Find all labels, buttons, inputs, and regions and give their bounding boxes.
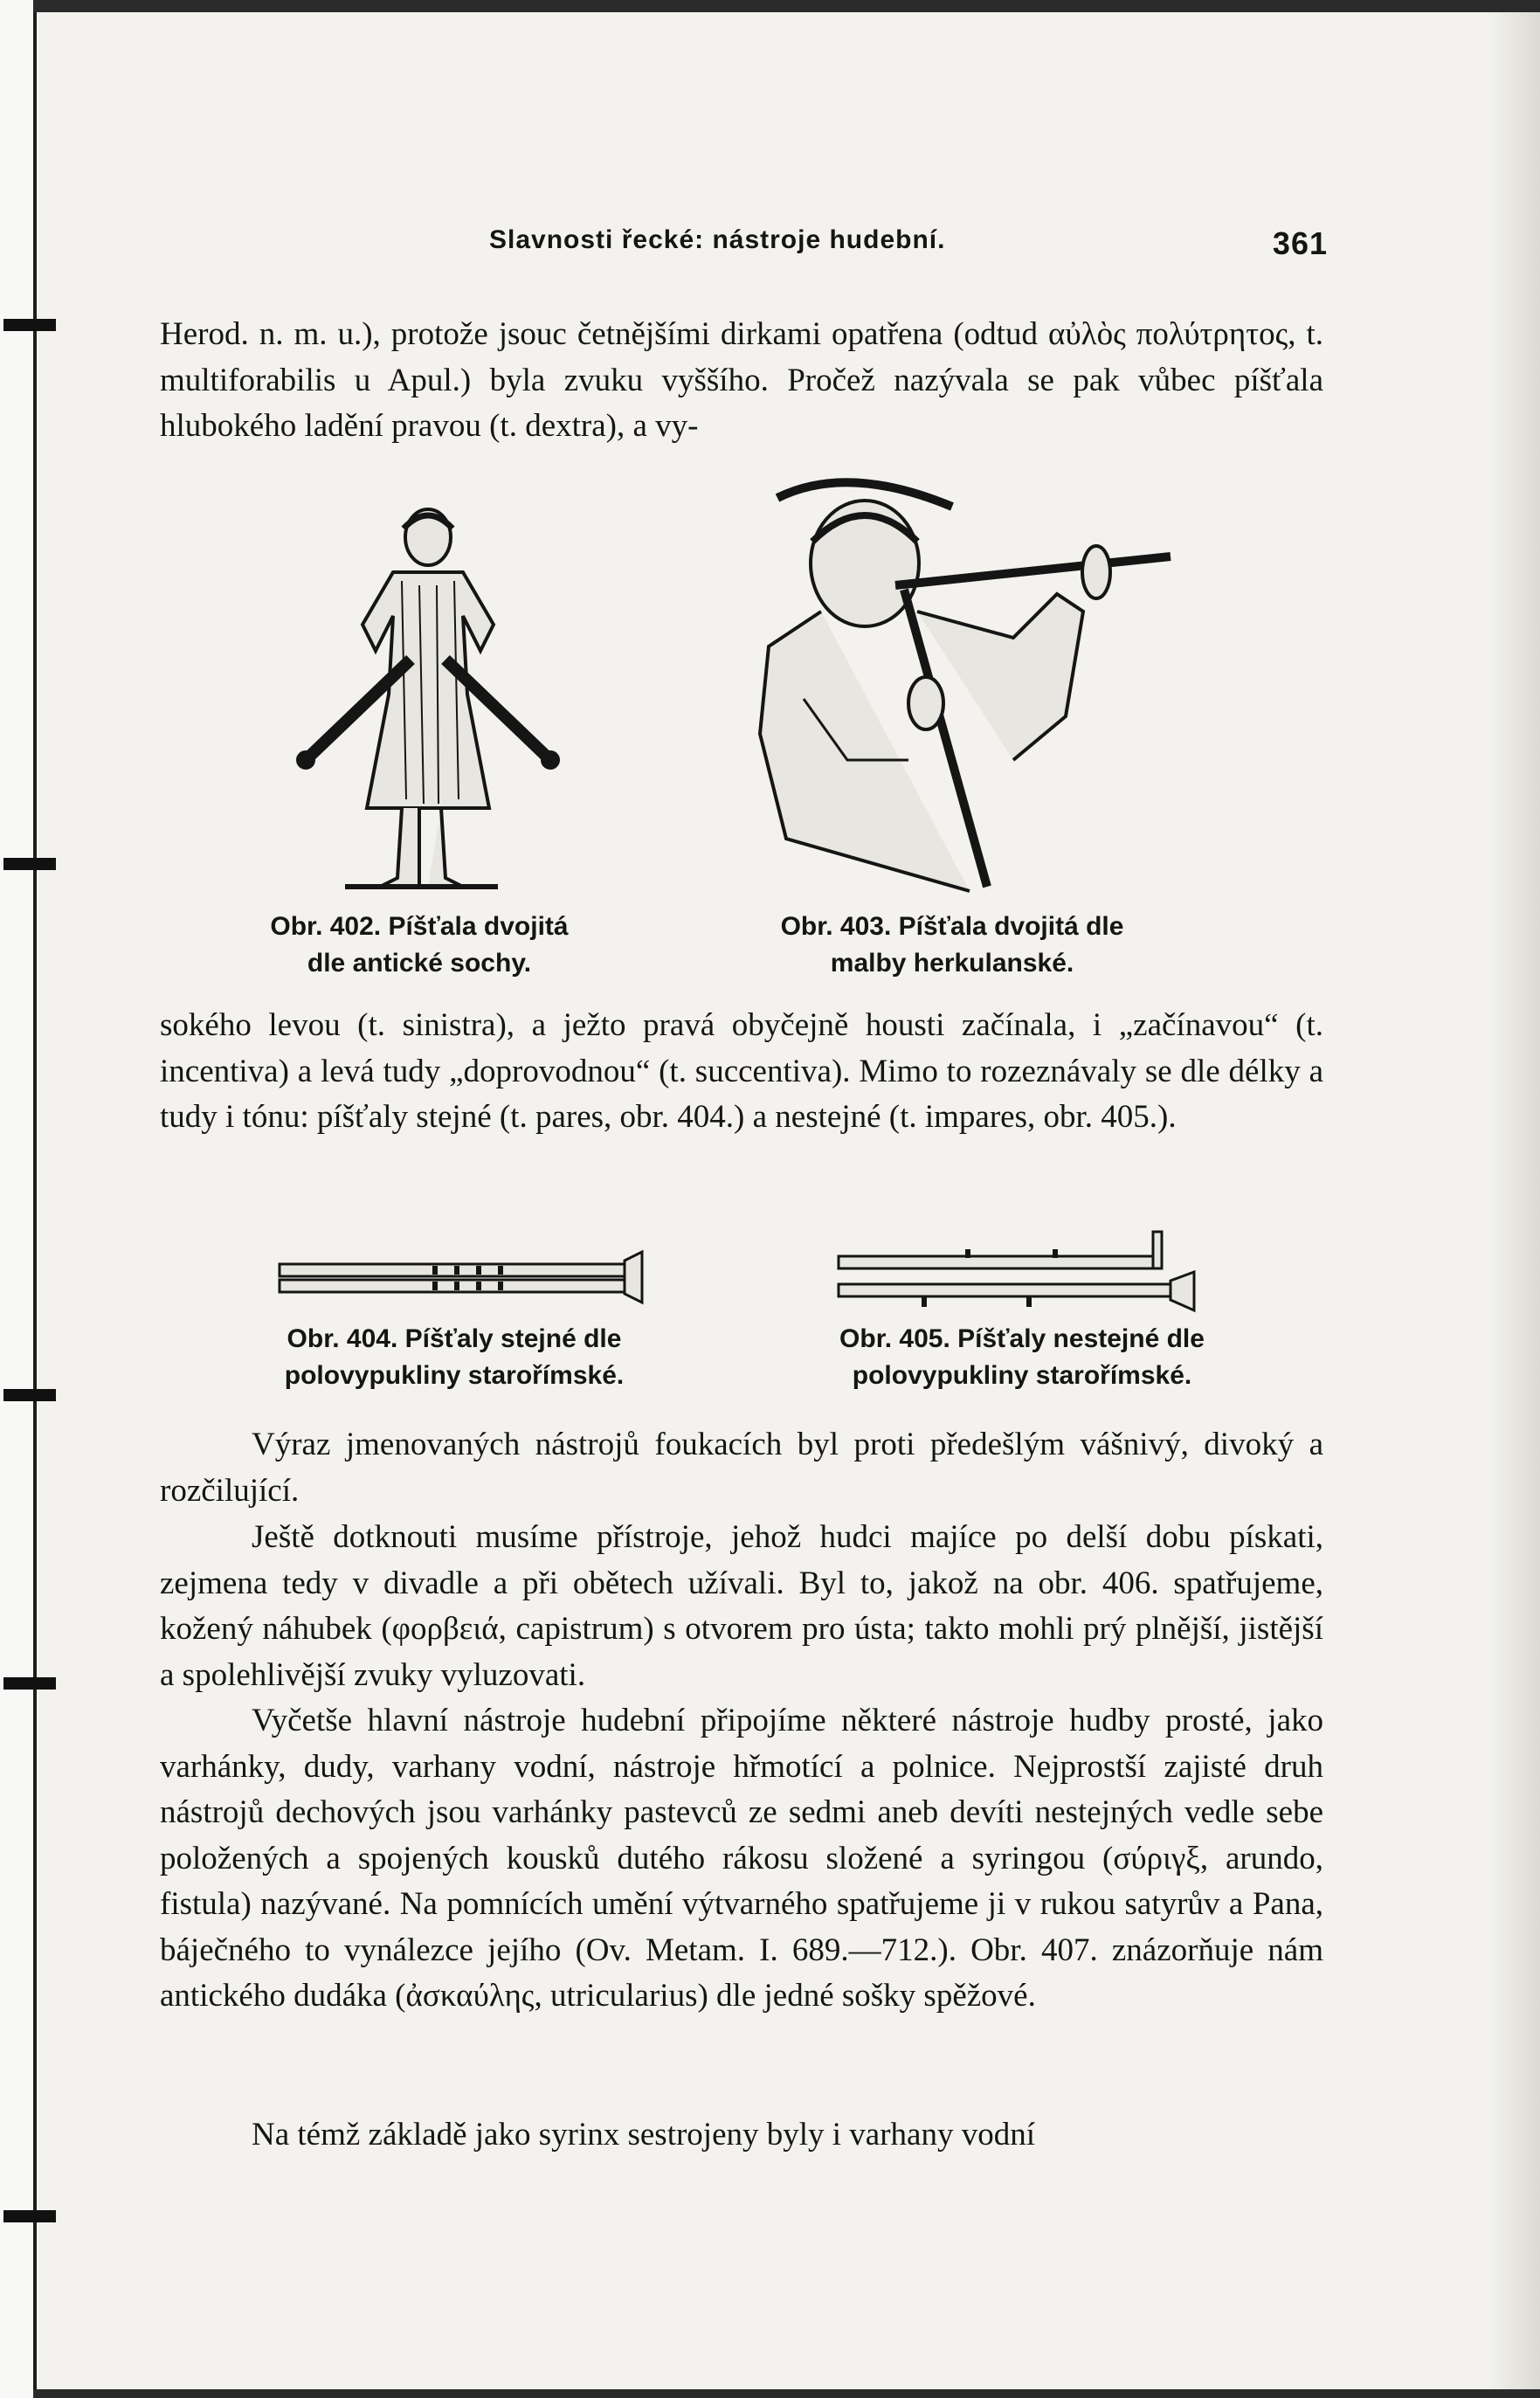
binding-mark (3, 858, 56, 870)
running-header (489, 225, 1328, 269)
caption-line: polovypukliny starořímské. (852, 1361, 1192, 1390)
page-number: 361 (1272, 225, 1328, 261)
caption-line: Obr. 403. Píšťala dvojitá dle (780, 912, 1124, 941)
figure-405-illustration (834, 1223, 1210, 1319)
binding-mark (3, 1389, 56, 1401)
paragraph-1: Herod. n. m. u.), protože jsouc četnějšími dirkami opatřena (odtud αὐλὸς πολύτρητος, t. multiforabilis u Apul.) byla zvuku vyššího. Pročež nazývala se pak vůbec píšťala hlubokého ladění pravou (t. dextra), a vy- (160, 316, 1323, 444)
top-page-border (33, 0, 1540, 12)
figure-402-illustration (288, 502, 585, 904)
binding-mark (3, 319, 56, 331)
paragraph-6: Na témž základě jako syrinx sestrojeny byly i varhany vodní (252, 2117, 1035, 2153)
figure-404-caption (236, 1321, 673, 1394)
caption-line: polovypukliny starořímské. (284, 1361, 625, 1390)
figure-403-caption (725, 909, 1179, 982)
left-page-border (0, 0, 37, 2398)
paragraph-3: Výraz jmenovaných nástrojů foukacích byl proti předešlým vášnivý, divoký a rozčilující. (160, 1427, 1323, 1509)
figure-403-illustration (751, 472, 1179, 900)
paragraph-5: Vyčetše hlavní nástroje hudební připojíme některé nástroje hudby prosté, jako varhánky, dudy, varhany vodní, nástroje hřmotící a polnice. Nejprostší zajisté druh nástrojů dechových jsou varhánky pastevců ze sedmi aneb devíti nestejných vedle sebe položených a spojených kousků dutého rákosu složené a syringou (σύριγξ, arundo, fistula) nazývané. Na pomnících umění výtvarného spatřujeme ji v rukou satyrův a Pana, báječného to vynálezce jejího (Ov. Metam. I. 689.—712.). Obr. 407. znázorňuje nám antického dudáka (ἀσκαύλης, utricularius) dle jedné sošky spěžové. (160, 1703, 1323, 2014)
figure-404-illustration (275, 1245, 651, 1315)
binding-mark (3, 1677, 56, 1690)
caption-line: Obr. 402. Píšťala dvojitá (270, 912, 569, 941)
bottom-page-border (33, 2389, 1540, 2398)
figure-405-caption (786, 1321, 1258, 1394)
figure-402-caption (227, 909, 611, 982)
paragraph-4: Ještě dotknouti musíme přístroje, jehož hudci majíce po delší dobu pískati, zejmena tedy v divadle a při obětech užívali. Byl to, jakož na obr. 406. spatřujeme, kožený náhubek (φορβειά, capistrum) s otvorem pro ústa; takto mohli prý plnější, jistější a spolehlivější zvuky vyluzovati. (160, 1519, 1323, 1693)
binding-mark (3, 2210, 56, 2222)
header-title: Slavnosti řecké: nástroje hudební. (489, 225, 946, 254)
right-page-shadow (1488, 12, 1540, 2389)
caption-line: Obr. 405. Píšťaly nestejné dle (839, 1324, 1205, 1353)
caption-line: dle antické sochy. (307, 949, 532, 978)
caption-line: malby herkulanské. (830, 949, 1074, 978)
paragraph-2: sokého levou (t. sinistra), a ježto pravá obyčejně housti začínala, i „začínavou“ (t. incentiva) a levá tudy „doprovodnou“ (t. succentiva). Mimo to rozeznávaly se dle délky a tudy i tónu: píšťaly stejné (t. pares, obr. 404.) a nestejné (t. impares, obr. 405.). (160, 1007, 1323, 1135)
caption-line: Obr. 404. Píšťaly stejné dle (287, 1324, 622, 1353)
